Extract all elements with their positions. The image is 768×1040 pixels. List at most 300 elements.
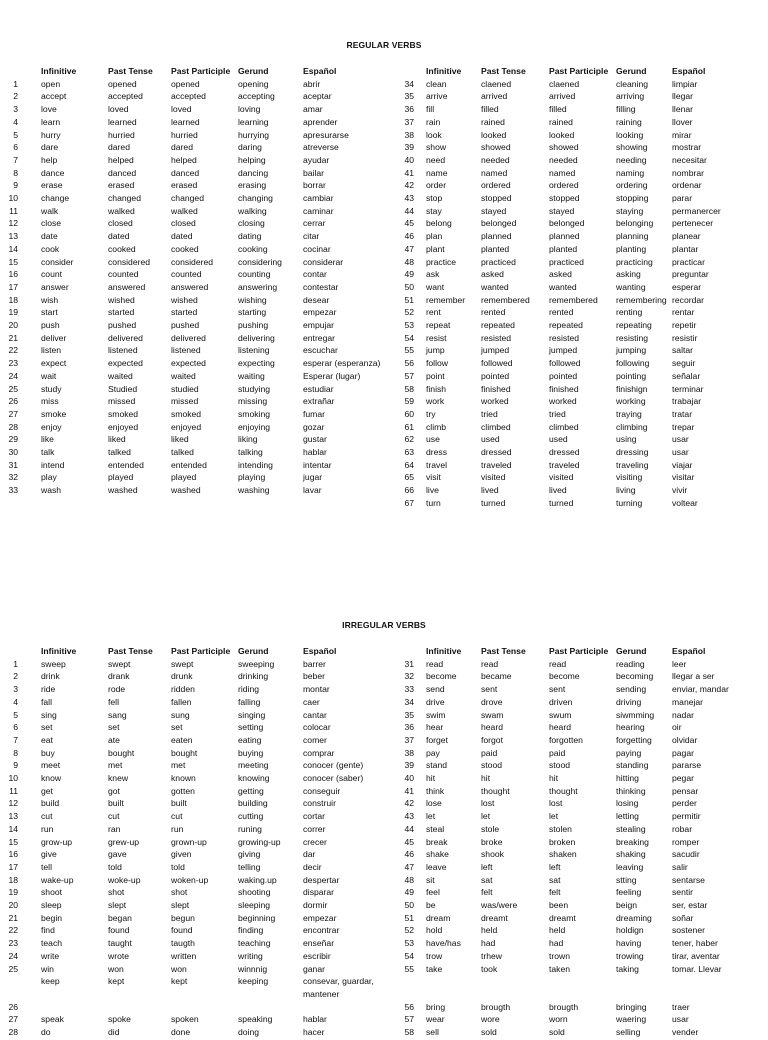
cell-espanol: oir [672,722,682,733]
cell-past-participle: shot [171,887,188,898]
cell-number: 58 [404,1027,414,1037]
cell-infinitive: use [426,434,440,445]
cell-espanol: contar [303,269,327,280]
cell-infinitive: sit [426,874,435,885]
cell-gerund: becoming [616,671,654,682]
cell-number: 23 [8,938,18,949]
cell-past-tense: left [481,861,493,872]
cell-infinitive: teach [41,938,63,949]
cell-number: 6 [13,722,18,733]
cell-past-participle: ridden [171,684,195,695]
cell-number: 54 [404,950,414,961]
header-espanol: Español [303,646,337,656]
cell-espanol: preguntar [672,269,709,280]
cell-past-tense: helped [108,154,134,165]
cell-infinitive: steal [426,823,445,834]
header-past-tense: Past Tense [481,646,526,656]
cell-espanol: enviar, mandar [672,684,729,695]
cell-past-tense: changed [108,193,141,203]
cell-espanol: amar [303,104,323,115]
cell-infinitive: dream [426,912,451,923]
cell-past-tense: visited [481,472,506,483]
cell-infinitive: open [41,78,61,89]
cell-number: 28 [8,421,18,432]
cell-gerund: paying [616,747,642,758]
cell-gerund: dreaming [616,912,652,923]
cell-past-participle: brougth [549,1001,579,1012]
cell-espanol: montar [303,684,330,695]
cell-espanol: escuchar [303,345,338,356]
cell-infinitive: become [426,671,457,682]
cell-past-tense: walked [108,205,135,216]
cell-gerund: ordering [616,180,648,191]
cell-infinitive: eat [41,734,53,745]
cell-infinitive: walk [41,205,59,216]
cell-infinitive: miss [41,396,59,407]
cell-past-participle: danced [171,167,200,178]
cell-number: 3 [13,104,18,115]
cell-past-tense: broke [481,836,503,847]
cell-gerund: loving [238,104,261,115]
header-espanol: Español [672,646,706,656]
header-past-participle: Past Participle [549,66,609,76]
cell-past-participle: lived [549,485,567,496]
cell-espanol: cortar [303,811,325,822]
cell-espanol: pararse [672,760,702,771]
cell-gerund: losing [616,798,639,809]
cell-past-participle: lost [549,798,563,809]
cell-infinitive: climb [426,421,447,432]
cell-infinitive: ride [41,684,56,695]
cell-past-participle: answered [171,281,209,292]
cell-past-participle: been [549,900,569,910]
cell-number: 8 [13,747,18,758]
cell-number: 38 [404,129,414,140]
cell-number: 33 [404,684,414,695]
cell-past-tense: accepted [108,91,143,102]
cell-number: 21 [8,332,18,343]
cell-espanol: enseñar [303,938,335,949]
cell-number: 55 [404,963,414,974]
cell-past-participle: grown-up [171,836,207,847]
cell-infinitive: think [426,785,445,796]
cell-gerund: repeating [616,320,652,330]
cell-espanol: esperar [672,281,702,292]
cell-number: 18 [8,874,18,885]
cell-gerund: resisting [616,332,648,343]
cell-number: 5 [13,709,18,720]
cell-infinitive: read [426,658,444,669]
cell-infinitive: rent [426,307,441,318]
cell-gerund: forgetting [616,734,652,745]
cell-number: 29 [8,434,18,445]
cell-espanol: pegar [672,773,694,783]
cell-espanol: crecer [303,836,327,847]
cell-past-tense: fell [108,696,119,707]
cell-past-participle: paid [549,747,566,758]
cell-past-participle: set [171,722,183,733]
cell-number: 14 [8,243,18,254]
cell-past-tense: erased [108,180,135,191]
cell-past-participle: sold [549,1027,565,1037]
cell-espanol: conocer (gente) [303,760,364,771]
cell-infinitive: stand [426,760,448,771]
cell-infinitive: get [41,785,53,796]
cell-infinitive: grow-up [41,836,73,847]
cell-past-tense: bought [108,747,135,758]
cell-past-participle: visited [549,472,574,483]
cell-infinitive: cut [41,811,53,822]
cell-espanol: permitir [672,811,701,822]
cell-past-tense: entended [108,459,144,470]
cell-espanol: sentarse [672,874,705,885]
cell-gerund: trowing [616,950,644,961]
cell-espanol: tirar, aventar [672,950,720,961]
cell-number: 43 [404,811,414,822]
cell-espanol: correr [303,823,326,834]
cell-espanol: hacer [303,1027,325,1037]
cell-number: 24 [8,950,18,961]
cell-gerund: taking [616,963,639,974]
cell-past-participle: done [171,1027,191,1037]
cell-past-tense: jumped [481,345,510,356]
cell-past-tense: hit [481,773,491,783]
cell-infinitive: have/has [426,938,461,949]
cell-infinitive: date [41,231,58,242]
cell-past-participle: driven [549,696,573,707]
cell-gerund: washing [238,485,270,496]
cell-infinitive: wash [41,485,62,496]
cell-past-participle: kept [171,976,188,987]
cell-past-tense: spoke [108,1014,131,1025]
cell-gerund: working [616,396,646,407]
header-infinitive: Infinitive [41,646,77,656]
cell-number: 58 [404,383,414,394]
cell-gerund: having [616,938,642,949]
cell-gerund: helping [238,154,266,165]
cell-infinitive: intend [41,459,65,470]
cell-past-participle: loved [171,104,192,115]
cell-number: 62 [404,434,414,445]
cell-past-participle: had [549,938,564,949]
header-gerund: Gerund [238,646,269,656]
cell-gerund: staying [616,205,644,216]
cell-past-tense: needed [481,154,510,165]
cell-number: 40 [404,154,414,165]
cell-past-tense: let [481,811,491,822]
cell-espanol: hablar [303,1014,327,1025]
cell-past-tense: talked [108,447,131,457]
cell-espanol: cocinar [303,243,331,254]
cell-past-tense: dreamt [481,912,508,923]
cell-past-participle: claened [549,78,580,89]
cell-number: 39 [404,142,414,153]
cell-espanol: conocer (saber) [303,773,364,783]
cell-number: 1 [13,78,18,89]
cell-gerund: writing [238,950,263,961]
cell-past-participle: spoken [171,1014,199,1025]
cell-past-participle: resisted [549,332,580,343]
cell-number: 56 [404,1001,414,1012]
cell-espanol: salir [672,861,688,872]
cell-infinitive: build [41,798,60,809]
cell-number: 45 [404,218,414,229]
cell-past-tense: took [481,963,498,974]
cell-past-participle: built [171,798,187,809]
cell-espanol: cambiar [303,193,334,203]
cell-gerund: opening [238,78,269,89]
cell-past-tense: closed [108,218,133,229]
cell-infinitive: stay [426,205,442,216]
cell-past-participle: expected [171,358,206,369]
cell-infinitive: feel [426,887,440,898]
cell-gerund: raining [616,116,642,127]
cell-infinitive: answer [41,281,69,292]
cell-gerund: talking [238,447,263,457]
cell-number: 35 [404,91,414,102]
cell-past-tense: stopped [481,193,512,203]
cell-number: 50 [404,281,414,292]
cell-infinitive: erase [41,180,63,191]
cell-past-tense: repeated [481,320,515,330]
cell-espanol: empezar [303,912,337,923]
cell-number: 51 [404,912,414,923]
cell-gerund: asking [616,269,641,280]
cell-number: 7 [13,734,18,745]
cell-past-tense: read [481,658,499,669]
cell-past-participle: entended [171,459,207,470]
cell-past-tense: dressed [481,447,512,457]
cell-past-participle: followed [549,358,581,369]
cell-infinitive: plan [426,231,443,242]
cell-past-tense: missed [108,396,136,407]
cell-past-participle: felt [549,887,561,898]
cell-past-tense: dated [108,231,130,242]
cell-infinitive: send [426,684,445,695]
cell-past-tense: filled [481,104,499,115]
cell-espanol: llegar a ser [672,671,715,682]
cell-gerund: dancing [238,167,269,178]
cell-past-tense: built [108,798,124,809]
cell-past-participle: opened [171,78,200,89]
cell-gerund: growing-up [238,836,281,847]
cell-infinitive: wish [41,294,59,305]
cell-past-tense: used [481,434,500,445]
cell-gerund: beign [616,900,638,910]
cell-number: 26 [8,1001,18,1012]
cell-number: 33 [8,485,18,496]
cell-infinitive: love [41,104,57,115]
cell-infinitive: consider [41,256,74,267]
cell-past-tense: did [108,1027,120,1037]
cell-number: 66 [404,485,414,496]
cell-gerund: waiting [238,370,265,381]
cell-number: 47 [404,243,414,254]
cell-past-participle: hurried [171,129,198,140]
cell-past-participle: liked [171,434,189,445]
cell-gerund: liking [238,434,258,445]
cell-gerund: breaking [616,836,649,847]
cell-number: 34 [404,696,414,707]
cell-espanol: desear [303,294,330,305]
cell-gerund: keeping [238,976,269,987]
cell-infinitive: travel [426,459,448,470]
cell-gerund: using [616,434,637,445]
cell-past-tense: ate [108,734,120,745]
cell-gerund: driving [616,696,642,707]
header-espanol: Español [672,66,706,76]
cell-past-tense: swept [108,658,131,669]
cell-number: 53 [404,320,414,330]
cell-past-participle: dreamt [549,912,576,923]
header-infinitive: Infinitive [426,66,462,76]
cell-past-participle: cut [171,811,183,822]
cell-past-tense: dared [108,142,130,153]
cell-infinitive: point [426,370,445,381]
cell-past-tense: remembered [481,294,530,305]
cell-past-tense: taught [108,938,132,949]
cell-espanol: intentar [303,459,332,470]
cell-gerund: sweeping [238,658,275,669]
cell-past-tense: danced [108,167,137,178]
cell-espanol: terminar [672,383,704,394]
cell-number: 44 [404,205,414,216]
cell-infinitive: change [41,193,70,203]
cell-past-participle: met [171,760,186,771]
cell-number: 40 [404,773,414,783]
cell-espanol: hablar [303,447,327,457]
cell-number: 14 [8,823,18,834]
cell-number: 39 [404,760,414,771]
cell-gerund: living [616,485,636,496]
regular-verbs-title: REGULAR VERBS [346,40,422,50]
cell-infinitive: hear [426,722,444,733]
cell-number: 17 [8,281,18,292]
cell-espanol: construir [303,798,336,809]
cell-infinitive: begin [41,912,63,923]
cell-espanol: señalar [672,370,701,381]
cell-espanol: necesitar [672,154,707,165]
cell-past-participle: ordered [549,180,579,191]
cell-past-tense: sent [481,684,498,695]
cell-infinitive: swim [426,709,446,720]
cell-past-participle: arrived [549,91,576,102]
cell-past-tense: stayed [481,205,507,216]
cell-past-tense: kept [108,976,125,987]
cell-gerund: stopping [616,193,649,203]
cell-past-participle: rented [549,307,574,318]
cell-infinitive: dare [41,142,59,153]
cell-past-participle: repeated [549,320,583,330]
cell-gerund: answering [238,281,278,292]
cell-gerund: following [616,358,650,369]
cell-gerund: reading [616,658,645,669]
cell-espanol: atreverse [303,142,339,153]
cell-infinitive: let [426,811,436,822]
cell-past-tense: cut [108,811,120,822]
cell-infinitive: resist [426,332,447,343]
cell-past-participle: become [549,671,580,682]
cell-number: 8 [13,167,18,178]
cell-gerund: belonging [616,218,654,229]
cell-past-tense: followed [481,358,513,369]
cell-infinitive: win [41,963,54,974]
cell-gerund: arriving [616,91,645,102]
cell-espanol: sacudir [672,849,700,860]
cell-past-tense: drank [108,671,130,682]
cell-number: 7 [13,154,18,165]
cell-past-participle: won [171,963,187,974]
cell-number: 32 [404,671,414,682]
cell-past-participle: run [171,823,184,834]
cell-number: 41 [404,167,414,178]
cell-espanol: contestar [303,281,339,292]
cell-espanol: saltar [672,345,694,356]
cell-past-tense: Studied [108,383,138,394]
cell-gerund: riding [238,684,260,695]
cell-number: 32 [8,472,18,483]
cell-past-participle: woken-up [171,874,209,885]
cell-gerund: wishing [238,294,267,305]
cell-number: 37 [404,116,414,127]
cell-infinitive: drink [41,671,60,682]
cell-past-participle: studied [171,383,199,394]
cell-past-tense: got [108,785,120,796]
cell-gerund: pushing [238,320,269,330]
cell-gerund: winnnig [238,963,268,974]
cell-number: 57 [404,370,414,381]
cell-gerund: shaking [616,849,646,860]
cell-number: 18 [8,294,18,305]
cell-infinitive: dance [41,167,65,178]
cell-number: 11 [9,785,18,796]
cell-espanol: escribir [303,950,331,961]
cell-past-participle: turned [549,497,574,508]
cell-gerund: finishign [616,383,648,394]
cell-past-participle: sat [549,874,561,885]
cell-past-participle: worn [549,1014,568,1025]
cell-espanol: dormir [303,900,328,910]
cell-past-participle: wanted [549,281,577,292]
cell-gerund: beginning [238,912,276,923]
cell-past-tense: answered [108,281,146,292]
cell-espanol: decir [303,861,322,872]
cell-gerund: dating [238,231,262,242]
cell-espanol: dar [303,849,316,860]
cell-past-participle: accepted [171,91,206,102]
cell-espanol: mantener [303,988,340,999]
cell-infinitive: enjoy [41,421,62,432]
header-past-participle: Past Participle [171,66,231,76]
cell-number: 55 [404,345,414,356]
cell-number: 41 [404,785,414,796]
cell-infinitive: break [426,836,448,847]
cell-number: 22 [8,345,18,356]
cell-gerund: meeting [238,760,269,771]
cell-past-tense: worked [481,396,509,407]
cell-gerund: playing [238,472,266,483]
cell-past-participle: waited [171,370,196,381]
cell-past-tense: thought [481,785,510,796]
cell-past-tense: planted [481,243,510,254]
cell-number: 48 [404,874,414,885]
cell-infinitive: clean [426,78,447,89]
cell-number: 48 [404,256,414,267]
cell-number: 10 [8,193,18,203]
cell-past-tense: washed [108,485,138,496]
cell-gerund: enjoying [238,421,271,432]
cell-espanol: romper [672,836,700,847]
